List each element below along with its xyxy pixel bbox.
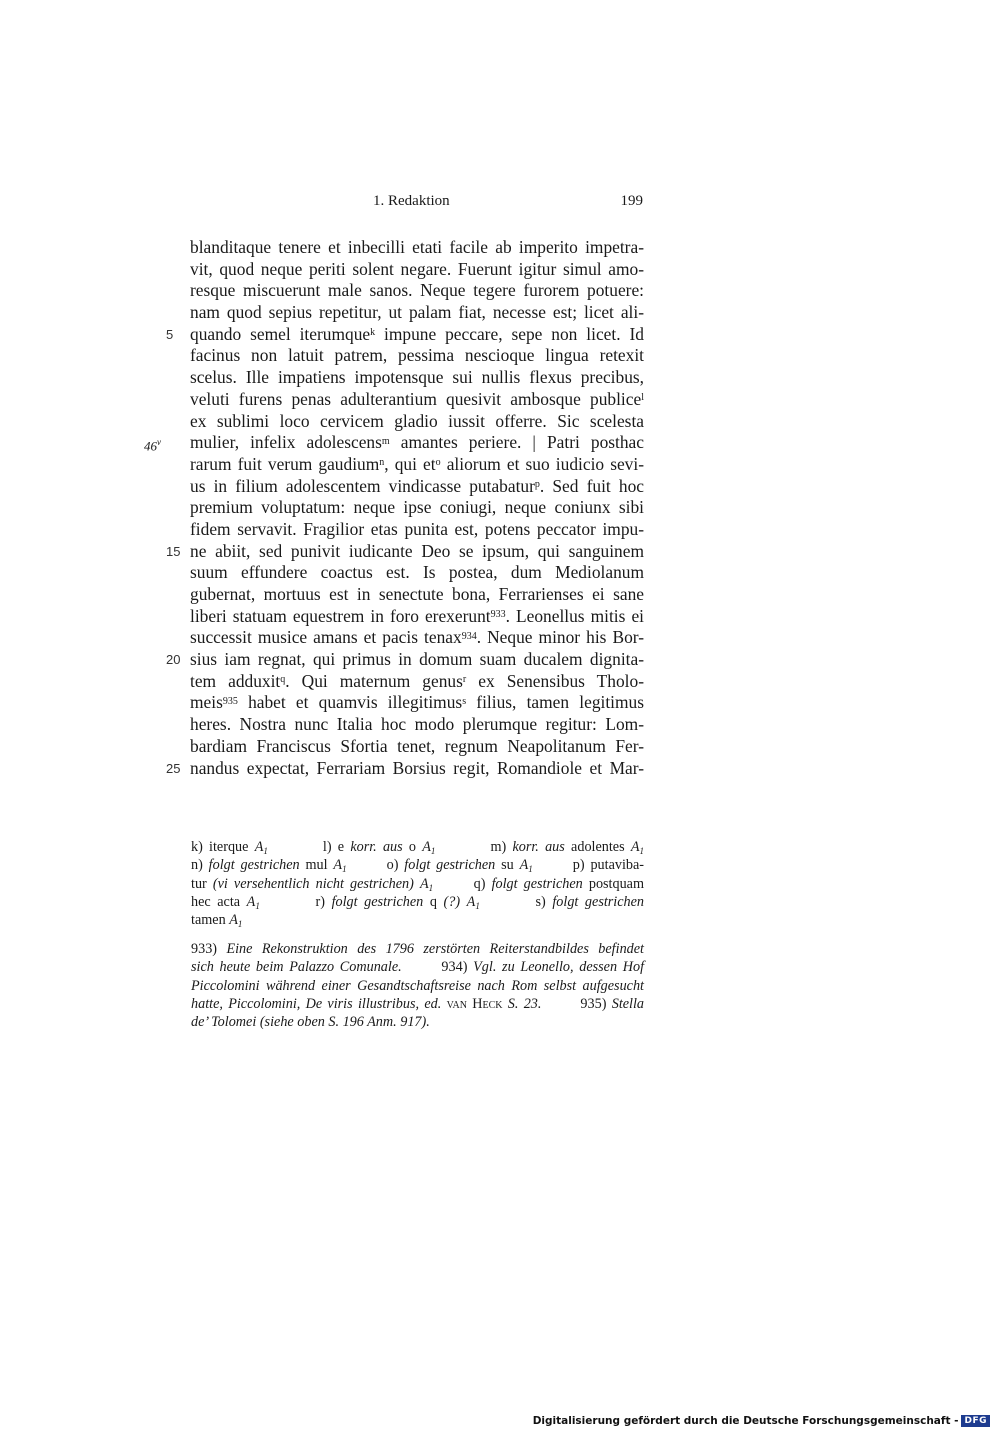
footnote-marker: 935 — [222, 695, 238, 707]
apparatus-line: hec acta $A_1$ r) folgt gestrichen q (?) $A_1$ s) folgt gestrichen — [191, 893, 645, 911]
text-line: vit, quod neque periti solent negare. Fuerunt igitur simul amo- — [190, 258, 644, 279]
commentary-line: de’ Tolomei (siehe oben S. 196 Anm. 917). — [191, 1014, 430, 1031]
variant-siglum: q — [280, 674, 286, 686]
apparatus-line: n) folgt gestrichen mul $A_1$ o) folgt gestrichen su $A_1$ p) putaviba- — [191, 857, 645, 875]
commentary-line: Piccolomini während einer Gesandtschaftsreise nach Rom selbst aufgesucht — [191, 977, 644, 994]
line-number: 5 — [166, 326, 174, 342]
apparatus-line: k) iterque $A_1$ l) e korr. aus o $A_1$ m) korr. aus adolentes $A_1$ — [191, 839, 645, 856]
text-line: rarum fuit verum gaudium$^n$, qui $et^o$ aliorum et suo iudicio sevi- — [190, 453, 644, 474]
commentary-line: 933) Eine Rekonstruktion des 1796 zerstörten Reiterstandbildes befindet — [191, 941, 644, 957]
folio-marker: 46$^v$ — [144, 437, 161, 454]
text-line: liberi statuam equestrem in foro erexerunt$^{933}$. Leonellus mitis ei — [190, 605, 644, 626]
critical-apparatus — [191, 838, 644, 929]
text-line: 46$^v$ mulier, infelix adolescens$^m$ amantes periere. | Patri posthac — [190, 432, 644, 454]
text-line: veluti furens penas adulterantium quesivit ambosque publice$^l$ — [190, 388, 644, 409]
text-line: 25 nandus expectat, Ferrariam Borsius regit, Romandiole et Mar- — [166, 757, 644, 778]
text-line: us in filium adolescentem vindicasse putabatur$^p$. Sed fuit hoc — [190, 475, 644, 496]
line-number: 20 — [166, 652, 181, 668]
text-line: gubernat, mortuus est in senectute bona, Ferrarienses ei sane — [190, 584, 644, 604]
line-number: 25 — [166, 760, 181, 776]
variant-siglum: o — [435, 457, 441, 469]
variant-siglum: l — [641, 392, 644, 404]
page-number: 199 — [620, 193, 643, 209]
commentary-notes — [191, 940, 644, 1031]
commentary-line: sich heute beim Palazzo Comunale. 934) Vgl. zu Leonello, dessen Hof — [191, 959, 645, 976]
apparatus-line: tur (vi versehentlich nicht gestrichen) $A_1$ q) folgt gestrichen postquam — [191, 875, 645, 893]
text-line: blanditaque tenere et inbecilli etati facile ab imperito impetra- — [190, 237, 644, 257]
line-number: 15 — [166, 543, 181, 559]
footnote-marker: 933 — [490, 609, 506, 621]
running-header-title: 1. Redaktion — [373, 193, 450, 209]
text-line: tem adduxit$^q$. Qui maternum genus$^r$ ex Senensibus Tholo- — [190, 670, 644, 691]
variant-siglum: s — [462, 695, 467, 707]
text-line: 5 quando semel iterumque$^k$ impune peccare, sepe non licet. Id — [166, 323, 644, 344]
variant-siglum: p — [534, 479, 540, 491]
text-line: premium voluptatum: neque ipse coniugi, neque coniunx sibi — [190, 497, 644, 518]
text-line: suum effundere coactus est. Is postea, dum Mediolanum — [190, 562, 644, 583]
dfg-logo-icon: DFG — [961, 1415, 990, 1427]
running-header — [193, 193, 645, 215]
variant-siglum: m — [381, 435, 390, 447]
variant-siglum: k — [370, 327, 376, 339]
text-line: resque miscuerunt male sanos. Neque tegere furorem potuere: — [190, 280, 644, 301]
footnote-marker: 934 — [461, 630, 477, 642]
text-line: successit musice amans et pacis tenax$^{934}$. Neque minor his Bor- — [190, 627, 644, 648]
commentary-line: hatte, Piccolomini, De viris illustribus, ed. van Heck S. 23. 935) Stella — [191, 995, 645, 1012]
text-line: nam quod sepius repetitur, ut palam fiat, necesse est; licet ali- — [190, 302, 644, 323]
text-line: scelus. Ille impatiens impotensque sui nullis flexus precibus, — [190, 367, 644, 388]
credit-text: Digitalisierung gefördert durch die Deutsche Forschungsgemeinschaft - — [532, 1415, 959, 1427]
text-line: ex sublimi loco cervicem gladio iussit offerre. Sic scelesta — [190, 410, 644, 431]
text-line: 15 ne abiit, sed punivit iudicante Deo se ipsum, qui sanguinem — [166, 540, 644, 561]
variant-siglum: n — [379, 457, 385, 469]
apparatus-line: tamen $A_1$ — [191, 912, 243, 930]
text-line: facinus non latuit patrem, pessima nescioque lingua retexit — [190, 345, 644, 366]
variant-siglum: r — [462, 674, 467, 686]
text-line: meis$^{935}$ habet et quamvis illegitimus$^s$ filius, tamen legitimus — [190, 692, 644, 713]
digitization-credit — [533, 1413, 990, 1429]
text-line: heres. Nostra nunc Italia hoc modo plerumque regitur: Lom- — [190, 714, 644, 735]
text-line: 20 sius iam regnat, qui primus in domum suam ducalem dignita- — [166, 649, 644, 670]
main-text-block — [144, 237, 644, 779]
text-line: bardiam Franciscus Sfortia tenet, regnum Neapolitanum Fer- — [190, 735, 644, 756]
text-line: fidem servavit. Fragilior etas punita est, potens peccator impu- — [190, 518, 644, 539]
